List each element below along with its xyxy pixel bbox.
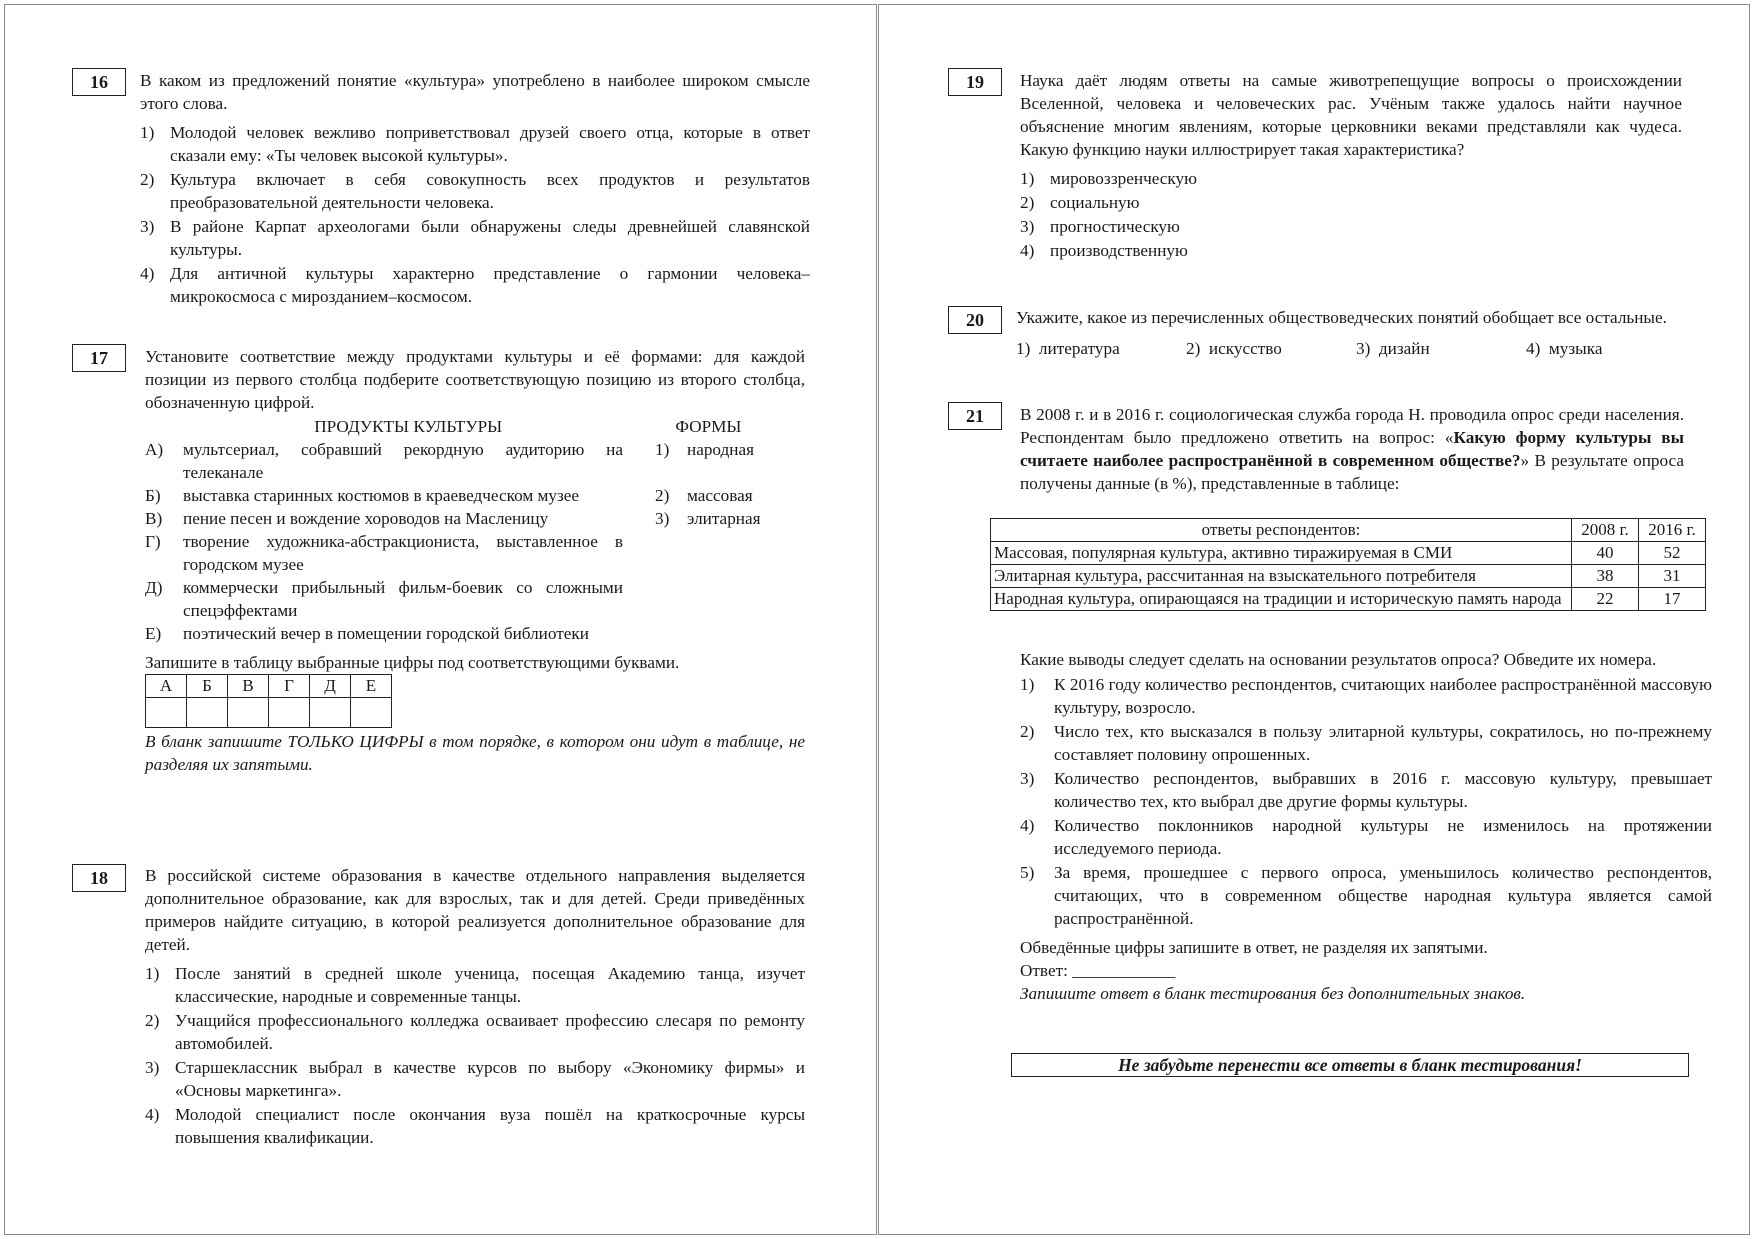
table-header-row: ответы респондентов: 2008 г. 2016 г. xyxy=(991,519,1706,542)
answer-line xyxy=(1020,959,1712,982)
column-header-products: ПРОДУКТЫ КУЛЬТУРЫ xyxy=(314,417,503,436)
question-number-19: 19 xyxy=(948,68,1002,96)
option: 1) После занятий в средней школе ученица, посещая Академию танца, изучет классические, народные и современные танцы. xyxy=(145,964,805,1006)
question-17 xyxy=(145,345,805,776)
table-row: Элитарная культура, рассчитанная на взыскательного потребителя 38 31 xyxy=(991,565,1706,588)
option: 3) В районе Карпат археологами были обнаружены следы древнейшей славянской культуры. xyxy=(140,217,810,259)
question-number-21: 21 xyxy=(948,402,1002,430)
grid-header-v: В xyxy=(228,675,269,698)
question-20-text: Укажите, какое из перечисленных обществоведческих понятий обобщает все остальные. xyxy=(1016,308,1667,327)
question-16 xyxy=(140,69,810,308)
grid-header-g: Г xyxy=(269,675,310,698)
transfer-reminder-banner: Не забудьте перенести все ответы в бланк тестирования! xyxy=(1011,1053,1689,1077)
table-row: Народная культура, опирающаяся на традиции и историческую память народа 22 17 xyxy=(991,588,1706,611)
grid-answer-cell[interactable] xyxy=(187,698,228,728)
question-number-17: 17 xyxy=(72,344,126,372)
option: 3) дизайн xyxy=(1356,339,1430,358)
matching-row: Г) творение художника-абстракциониста, выставленное в городском музее xyxy=(145,532,623,574)
option: 1) литература xyxy=(1016,339,1120,358)
question-16-text: В каком из предложений понятие «культура» употреблено в наиболее широком смысле этого слова. xyxy=(140,71,810,113)
question-16-options xyxy=(140,121,810,308)
option: 4) производственную xyxy=(1020,241,1188,260)
option: 1) мировоззренческую xyxy=(1020,169,1197,188)
question-21-question: Какие выводы следует сделать на основании результатов опроса? Обведите их номера. xyxy=(1020,650,1657,669)
grid-answer-cell[interactable] xyxy=(269,698,310,728)
question-19 xyxy=(1020,69,1682,262)
option: 4) Количество поклонников народной культуры не изменилось на протяжении исследуемого периода. xyxy=(1020,816,1712,858)
table-instruction: Запишите в таблицу выбранные цифры под соответствующими буквами. xyxy=(145,653,680,672)
grid-answer-cell[interactable] xyxy=(228,698,269,728)
question-20 xyxy=(1016,306,1688,360)
question-number-18: 18 xyxy=(72,864,126,892)
option: 3) прогностическую xyxy=(1020,217,1180,236)
question-20-options xyxy=(1016,337,1688,360)
matching-row: В) пение песен и вождение хороводов на Масленицу 3) элитарная xyxy=(145,509,761,528)
option: 2) искусство xyxy=(1186,339,1282,358)
option: 2) Учащийся профессионального колледжа осваивает профессию слесаря по ремонту автомобилей. xyxy=(145,1011,805,1053)
question-21-note: Запишите ответ в бланк тестирования без дополнительных знаков. xyxy=(1020,984,1526,1003)
question-19-options xyxy=(1020,167,1682,262)
option: 4) Для античной культуры характерно представление о гармонии человека–микрокосмоса с мирозданием–космосом. xyxy=(140,264,810,306)
option: 1) К 2016 году количество респондентов, считающих наиболее распространённой массовую культуру, возросло. xyxy=(1020,675,1712,717)
matching-headers xyxy=(145,415,805,438)
survey-table xyxy=(990,518,1706,611)
survey-question: Какую форму культуры вы считаете наиболее распространённой в современном обществе? xyxy=(1020,428,1684,470)
question-17-note: В бланк запишите ТОЛЬКО ЦИФРЫ в том порядке, в котором они идут в таблице, не разделяя их запятыми. xyxy=(145,732,805,774)
answer-grid xyxy=(145,674,392,728)
question-18-options xyxy=(145,962,805,1149)
question-18 xyxy=(145,864,805,1149)
matching-row: А) мультсериал, собравший рекордную аудиторию на телеканале 1) народная xyxy=(145,440,754,482)
question-21-intro: В 2008 г. и в 2016 г. социологическая служба города Н. проводила опрос среди населения. Респондентам было предложено ответить на вопрос: «Какую форму культуры вы считаете наиболее распространённой в современном обществе?» В результате опроса получены данные (в %), представленные в таблице: xyxy=(1020,405,1684,493)
question-17-text: Установите соответствие между продуктами культуры и её формами: для каждой позиции из первого столбца подберите соответствующую позицию из второго столбца, обозначенную цифрой. xyxy=(145,347,805,412)
matching-row: Б) выставка старинных костюмов в краеведческом музее 2) массовая xyxy=(145,486,753,505)
answer-instruction: Обведённые цифры запишите в ответ, не разделяя их запятыми. xyxy=(1020,938,1488,957)
grid-header-e: Е xyxy=(351,675,392,698)
grid-header-b: Б xyxy=(187,675,228,698)
grid-answer-cell[interactable] xyxy=(146,698,187,728)
option: 4) Молодой специалист после окончания вуза пошёл на краткосрочные курсы повышения квалификации. xyxy=(145,1105,805,1147)
column-header-forms: ФОРМЫ xyxy=(675,417,742,436)
question-21-body xyxy=(1020,648,1712,1005)
option: 3) Количество респондентов, выбравших в 2016 г. массовую культуру, превышает количество тех, кто выбрал две другие формы культуры. xyxy=(1020,769,1712,811)
table-row: Массовая, популярная культура, активно тиражируемая в СМИ 40 52 xyxy=(991,542,1706,565)
option: 1) Молодой человек вежливо поприветствовал друзей своего отца, которые в ответ сказали ему: «Ты человек высокой культуры». xyxy=(140,123,810,165)
matching-row: Е) поэтический вечер в помещении городской библиотеки xyxy=(145,624,589,643)
question-number-16: 16 xyxy=(72,68,126,96)
matching-row: Д) коммерчески прибыльный фильм-боевик со сложными спецэффектами xyxy=(145,578,623,620)
option: 4) музыка xyxy=(1526,339,1603,358)
question-number-20: 20 xyxy=(948,306,1002,334)
option: 2) социальную xyxy=(1020,193,1140,212)
grid-answer-cell[interactable] xyxy=(351,698,392,728)
question-18-text: В российской системе образования в качестве отдельного направления выделяется дополнительное образование, как для взрослых, так и для детей. Среди приведённых примеров найдите ситуацию, в которой реализуется дополнительное образование для детей. xyxy=(145,866,805,954)
option: 3) Старшеклассник выбрал в качестве курсов по выбору «Экономику фирмы» и «Основы маркетинга». xyxy=(145,1058,805,1100)
option: 5) За время, прошедшее с первого опроса, уменьшилось количество респондентов, считающих, что в современном обществе народная культура является самой распространённой. xyxy=(1020,863,1712,928)
question-21-options xyxy=(1020,673,1712,930)
answer-field[interactable]: ____________ xyxy=(1072,961,1176,980)
question-19-text: Наука даёт людям ответы на самые животрепещущие вопросы о происхождении Вселенной, человека и человеческих рас. Учёным также удалось найти научное объяснение многим явлениям, которые церковники веками представляли как чудеса. Какую функцию науки иллюстрирует такая характеристика? xyxy=(1020,71,1682,159)
grid-answer-cell[interactable] xyxy=(310,698,351,728)
grid-header-a: А xyxy=(146,675,187,698)
grid-header-d: Д xyxy=(310,675,351,698)
option: 2) Культура включает в себя совокупность всех продуктов и результатов преобразовательной деятельности человека. xyxy=(140,170,810,212)
option: 2) Число тех, кто высказался в пользу элитарной культуры, сократилось, но по-прежнему составляет половину опрошенных. xyxy=(1020,722,1712,764)
answer-label: Ответ: xyxy=(1020,961,1068,980)
question-21-text: В 2008 г. и в 2016 г. социологическая служба города Н. проводила опрос среди населения. Респондентам было предложено ответить на вопрос: « xyxy=(1020,405,1684,447)
